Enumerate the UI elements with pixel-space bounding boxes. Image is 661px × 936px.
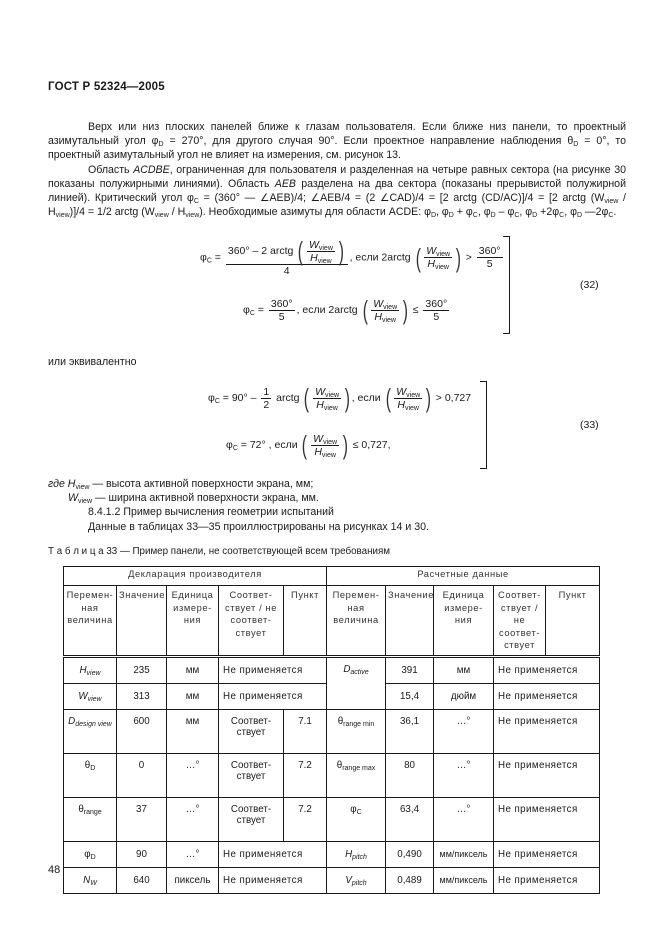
equation-32-number: (32) — [580, 279, 599, 291]
data-note: Данные в таблицах 33—35 проиллюстрированы на рисунках 14 и 30. — [88, 520, 429, 533]
table-cell: Соответ-ствует — [219, 709, 284, 753]
table-cell: мм — [167, 683, 219, 709]
table-cell: $D_{active}$ — [327, 656, 386, 709]
table-cell: Не применяется — [494, 797, 600, 841]
table-cell: Не применяется — [494, 709, 600, 753]
table-cell: 640 — [117, 867, 167, 893]
group-header-calculated: Расчетные данные — [327, 567, 600, 586]
table-cell: Не применяется — [219, 841, 327, 867]
table-cell: 0,490 — [386, 841, 434, 867]
table-cell: Не применяется — [494, 683, 600, 709]
table-cell: 36,1 — [386, 709, 434, 753]
table-cell: 235 — [117, 656, 167, 683]
definition-w-view: $W_{view}$ — ширина активной поверхности экрана, мм. — [68, 492, 319, 506]
table-cell: $\theta_{range max}$ — [327, 753, 386, 797]
page-number: 48 — [48, 864, 61, 876]
or-equivalently-text: или эквивалентно — [48, 356, 137, 368]
table-cell: 37 — [117, 797, 167, 841]
table-cell: Не применяется — [494, 753, 600, 797]
equation-32-line-2: $\varphi_C$ = $\frac{360^\circ}{5}$ , если 2arctg ( $\frac{W_{view}}{H_{view}}$ ) ≤ $\frac{360^\circ}{5}$ — [243, 295, 448, 325]
equation-33-line-2: $\varphi_C = 72^\circ$ , если ( $\frac{W_{view}}{H_{view}}$ ) ≤ 0,727, — [226, 430, 391, 460]
table-row — [64, 709, 600, 753]
paragraph-area-acdbe: Область ACDBE, ограниченная для пользователя и разделенная на четыре равных сектора (на рисунке 30 показаны полужирными линиями). Область AEB разделена на два сектора (показаны прерывистой полужирной линией). Критический угол $\varphi_C = (360^\circ$ — ∠AEB)/4; ∠AEB/4 = (2 ∠CAD)/4 = [2 arctg (CD/AC)]/4 = [2 arctg $(W_{view} / H_{view})]/4 = 1/2$ arctg $(W_{view} / H_{view})$. Необходимые азимуты для области ACDE: $\varphi_D$, $\varphi_D + \varphi_C$, $\varphi_D - \varphi_C$, $\varphi_D +2\varphi_C$, $\varphi_D$ $—2\varphi_C$. — [48, 163, 626, 220]
table-cell: …° — [434, 797, 494, 841]
table-caption: Т а б л и ц а 33 — Пример панели, не соответствующей всем требованиям — [48, 546, 390, 557]
table-row — [64, 841, 600, 867]
table-cell: $H_{pitch}$ — [327, 841, 386, 867]
table-cell: 7.2 — [284, 753, 327, 797]
table-cell: …° — [167, 753, 219, 797]
table-cell: пиксель — [167, 867, 219, 893]
col-header-clause: Пункт — [284, 586, 327, 657]
table-cell: 0,489 — [386, 867, 434, 893]
table-row — [64, 797, 600, 841]
document-header: ГОСТ Р 52324—2005 — [48, 81, 165, 93]
table-cell: $\varphi_C$ — [327, 797, 386, 841]
table-cell: мм/пиксель — [434, 841, 494, 867]
equation-32-brace — [503, 236, 510, 334]
table-cell: 313 — [117, 683, 167, 709]
table-cell: $H_{view}$ — [64, 656, 117, 683]
table-cell: 0 — [117, 753, 167, 797]
table-cell: …° — [434, 709, 494, 753]
table-cell: $\varphi_D$ — [64, 841, 117, 867]
table-cell: $\theta_{range}$ — [64, 797, 117, 841]
table-cell: $W_{view}$ — [64, 683, 117, 709]
table-cell: 7.2 — [284, 797, 327, 841]
table-cell: Не применяется — [219, 867, 327, 893]
table-cell: 15,4 — [386, 683, 434, 709]
table-row — [64, 656, 600, 683]
table-cell: Не применяется — [219, 683, 327, 709]
equation-33-line-1: $\varphi_C = 90^\circ$ – $\frac{1}{2}$ arctg ( $\frac{W_{view}}{H_{view}}$ ) , если ( $\frac{W_{view}}{H_{view}}$ ) > 0,727 — [208, 383, 472, 413]
col-header-value: Значение — [386, 586, 434, 657]
definitions — [48, 477, 429, 534]
section-heading: 8.4.1.2 Пример вычисления геометрии испытаний — [88, 506, 334, 519]
table-cell: Не применяется — [494, 841, 600, 867]
table-cell: …° — [434, 753, 494, 797]
col-header-variable: Перемен-ная величина — [64, 586, 117, 657]
table-cell: Не применяется — [219, 656, 327, 683]
col-header-unit: Единица измере-ния — [434, 586, 494, 657]
table-cell: Не применяется — [494, 656, 600, 683]
table-cell: 90 — [117, 841, 167, 867]
equation-33-brace — [480, 381, 487, 469]
table-cell: 80 — [386, 753, 434, 797]
table-33 — [63, 566, 600, 894]
table-cell: $V_{pitch}$ — [327, 867, 386, 893]
col-header-clause: Пункт — [546, 586, 600, 657]
table-cell: Соответ-ствует — [219, 797, 284, 841]
table-cell: $N_W$ — [64, 867, 117, 893]
table-cell: $\theta_{range min}$ — [327, 709, 386, 753]
col-header-variable: Перемен-ная величина — [327, 586, 386, 657]
table-cell: $\theta_D$ — [64, 753, 117, 797]
table-cell: 7.1 — [284, 709, 327, 753]
table-cell: Соответ-ствует — [219, 753, 284, 797]
table-row — [64, 753, 600, 797]
col-header-value: Значение — [117, 586, 167, 657]
paragraph-panel-orientation: Верх или низ плоских панелей ближе к глазам пользователя. Если ближе низ панели, то проектный азимутальный угол $\varphi_D = 270^\circ$, для другого случая 90°. Если проектное направление наблюдения $\theta_D = 0^\circ$, то проектный азимутальный угол не влияет на измерения, см. рисунок 13. — [48, 121, 626, 162]
table-cell: мм — [167, 656, 219, 683]
equation-33-number: (33) — [580, 419, 599, 431]
col-header-unit: Единица измере-ния — [167, 586, 219, 657]
col-header-compliance: Соответ-ствует / не соответ-ствует — [494, 586, 546, 657]
table-cell: Не применяется — [494, 867, 600, 893]
table-cell: дюйм — [434, 683, 494, 709]
table-cell: …° — [167, 797, 219, 841]
table-cell: 391 — [386, 656, 434, 683]
table-cell: 63,4 — [386, 797, 434, 841]
table-cell: мм/пиксель — [434, 867, 494, 893]
group-header-manufacturer: Декларация производителя — [64, 567, 327, 586]
table-cell: мм — [167, 709, 219, 753]
table-cell: …° — [167, 841, 219, 867]
table-cell: 600 — [117, 709, 167, 753]
definition-h-view: где $H_{view}$ — высота активной поверхности экрана, мм; — [48, 478, 314, 491]
table-row — [64, 867, 600, 893]
table-cell: $D_{design view}$ — [64, 709, 117, 753]
equation-32-line-1: $\varphi_C$ = 360° – 2 arctg ( $\frac{W_{view}}{H_{view}}$ ) 4 , если 2arctg ( $\frac{W_{view}}{H_{view}}$ ) > $\frac{360^\circ}{5}$ — [200, 236, 501, 277]
table-cell: мм — [434, 656, 494, 683]
body-text — [48, 120, 626, 219]
col-header-compliance: Соответ-ствует / не соответ-ствует — [219, 586, 284, 657]
